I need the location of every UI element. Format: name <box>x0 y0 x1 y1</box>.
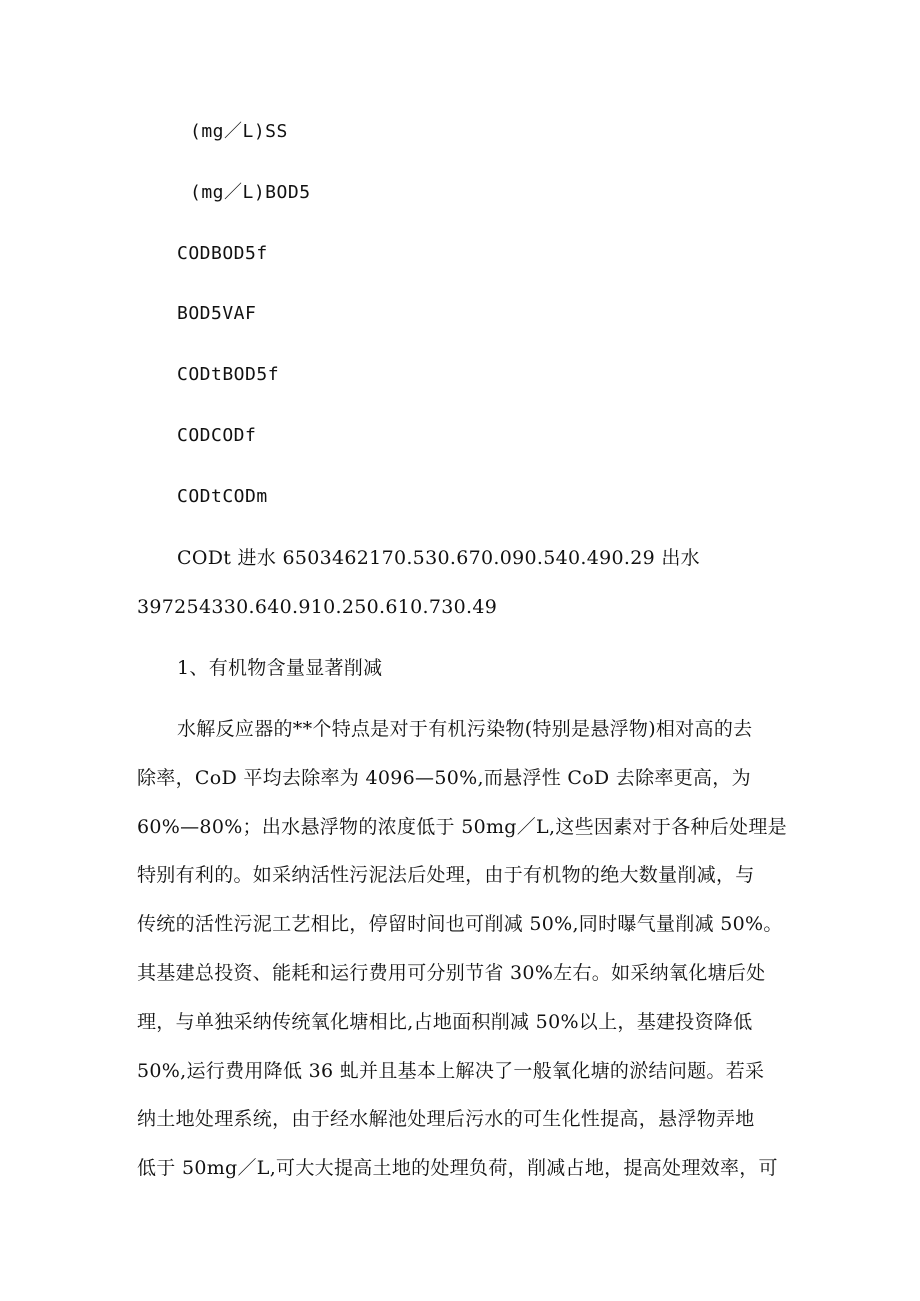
paragraph-line: 纳土地处理系统，由于经水解池处理后污水的可生化性提高，悬浮物弄地 <box>137 1108 755 1130</box>
table-fragment-cod-codf: CODCODf <box>177 425 257 446</box>
table-fragment-codt-codm: CODtCODm <box>177 486 268 507</box>
paragraph-line: 水解反应器的**个特点是对于有机污染物(特别是悬浮物)相对高的去 <box>177 718 753 740</box>
paragraph-line: 其基建总投资、能耗和运行费用可分别节省 30%左右。如采纳氧化塘后处 <box>137 962 766 984</box>
paragraph-line: 低于 50mg／L,可大大提高土地的处理负荷，削减占地，提高处理效率，可 <box>137 1157 778 1179</box>
paragraph-line: 理，与单独采纳传统氧化塘相比,占地面积削减 50%以上，基建投资降低 <box>137 1011 753 1033</box>
table-fragment-ss: (mg／L)SS <box>190 121 288 142</box>
paragraph-line: 60%—80%；出水悬浮物的浓度低于 50mg／L,这些因素对于各种后处理是 <box>137 816 787 838</box>
paragraph-line: 50%,运行费用降低 36 虬并且基本上解决了一般氧化塘的淤结问题。若采 <box>137 1060 765 1082</box>
data-row-line-2: 397254330.640.910.250.610.730.49 <box>137 596 498 618</box>
data-row-line-1: CODt 进水 6503462170.530.670.090.540.490.29 出水 <box>177 547 700 569</box>
paragraph-line: 特别有利的。如采纳活性污泥法后处理，由于有机物的绝大数量削减，与 <box>137 864 755 886</box>
paragraph-line: 除率，CoD 平均去除率为 4096—50%,而悬浮性 CoD 去除率更高，为 <box>137 767 751 789</box>
table-fragment-bod5-vaf: BOD5VAF <box>177 303 257 324</box>
table-fragment-cod-bod5f: CODBOD5f <box>177 243 268 264</box>
table-fragment-codt-bod5f: CODtBOD5f <box>177 364 280 385</box>
paragraph-line: 传统的活性污泥工艺相比，停留时间也可削减 50%,同时曝气量削减 50%。 <box>137 913 783 935</box>
section-heading: 1、有机物含量显著削减 <box>177 657 383 679</box>
table-fragment-bod5: (mg／L)BOD5 <box>190 182 311 203</box>
